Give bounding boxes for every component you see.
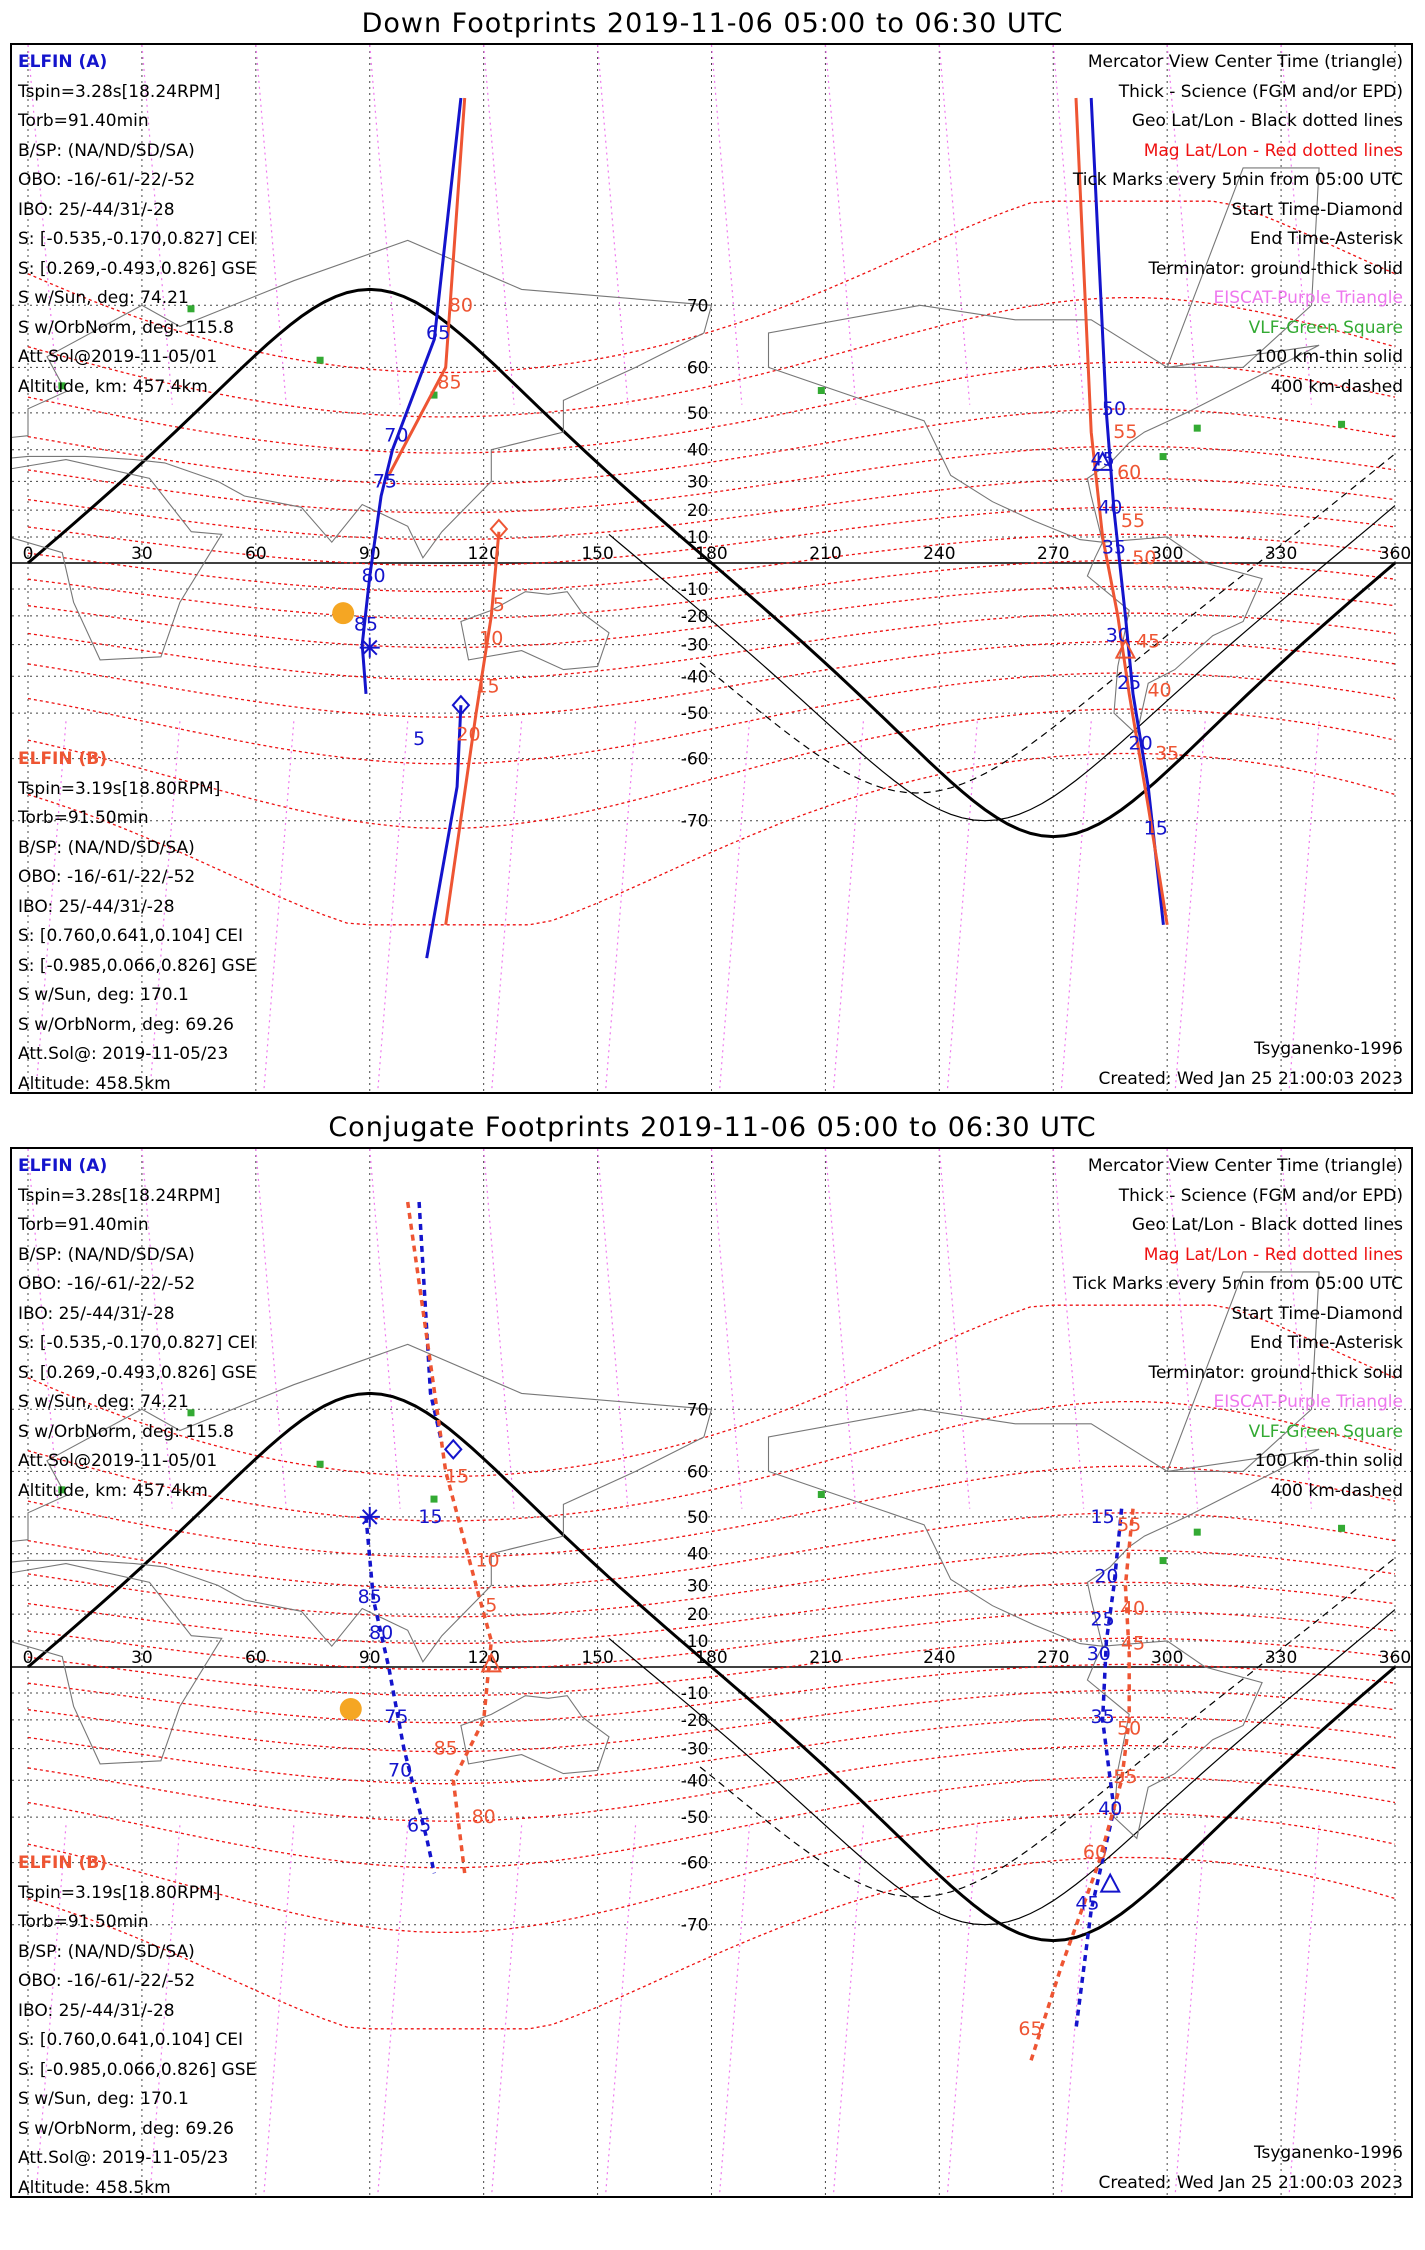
elfin-a-tick-label: 25 — [1117, 672, 1142, 695]
elfin-a-tick-label: 5 — [413, 727, 426, 750]
latitude-label: -10 — [680, 1684, 709, 1705]
elfin-a-conj-tick-label: 80 — [369, 1622, 394, 1645]
elfin-b-conj-tick-label: 10 — [475, 1549, 500, 1572]
elfin-a-conj-tick-label: 70 — [388, 1759, 413, 1782]
vlf-station-marker — [431, 1496, 438, 1503]
elfin-a-conj-tick-label: 15 — [418, 1505, 443, 1528]
longitude-label: 330 — [1264, 1648, 1298, 1668]
elfin-b-conj-tick-label: 80 — [471, 1806, 496, 1829]
footer-right-conj — [1098, 2139, 1403, 2198]
elfin-a-tick-label: 30 — [1105, 624, 1130, 647]
elfin-b-conj-tick-label: 85 — [433, 1737, 458, 1760]
mag-meridian-north — [825, 1149, 855, 1509]
latitude-label: -40 — [680, 1771, 709, 1792]
legend-400km-conj: 400 km-dashed — [1270, 1480, 1403, 1501]
elfin-b-conj-track-west — [408, 1202, 492, 1873]
elfin-a-tick-label: 75 — [372, 470, 398, 493]
sun-icon-conj — [340, 1698, 362, 1720]
legend-geo-grid-conj: Geo Lat/Lon - Black dotted lines — [1131, 1215, 1403, 1235]
elfin-b-s-cei-conj: S: [0.760,0.641,0.104] CEI — [18, 2030, 244, 2050]
elfin-a-s-sun: S w/Sun, deg: 74.21 — [18, 288, 189, 308]
terminator-400km — [700, 454, 1395, 793]
bottom-title: Conjugate Footprints 2019-11-06 05:00 to 06:30 UTC — [328, 1112, 1097, 1143]
elfin-a-s-sun-conj: S w/Sun, deg: 74.21 — [18, 1392, 189, 1412]
elfin-a-s-cei: S: [-0.535,-0.170,0.827] CEI — [18, 229, 256, 249]
latitude-label: 20 — [686, 1605, 709, 1626]
elfin-a-s-cei-conj: S: [-0.535,-0.170,0.827] CEI — [18, 1333, 256, 1353]
longitude-label: 120 — [467, 544, 500, 564]
mag-meridian-south — [947, 721, 977, 1094]
elfin-a-conj-start-diamond — [445, 1440, 461, 1458]
elfin-b-conj-tick-label: 65 — [1018, 2017, 1043, 2040]
mag-meridian-south — [833, 721, 863, 1094]
elfin-a-tick-label: 50 — [1101, 397, 1127, 420]
mag-meridian-south — [1061, 721, 1091, 1094]
longitude-label: 0 — [22, 1648, 34, 1668]
longitude-label: 300 — [1150, 544, 1184, 564]
elfin-a-bsp-conj: B/SP: (NA/ND/SD/SA) — [18, 1244, 195, 1265]
latitude-label: -70 — [680, 811, 709, 832]
model-label: Tsyganenko-1996 — [1253, 1039, 1403, 1059]
elfin-b-name: ELFIN (B) — [18, 749, 108, 769]
vlf-station-marker — [818, 1491, 825, 1498]
longitude-label: 60 — [245, 544, 267, 564]
mag-meridian-north — [370, 45, 400, 405]
legend-center-time-conj: Mercator View Center Time (triangle) — [1087, 1156, 1403, 1176]
sun-icon — [332, 602, 354, 624]
mag-meridian-north — [598, 45, 628, 405]
vlf-station-marker — [317, 357, 324, 364]
latitude-label: 70 — [686, 1400, 709, 1421]
elfin-a-conj-tick-label: 20 — [1094, 1565, 1119, 1588]
latitude-label: -30 — [680, 635, 709, 656]
elfin-b-tick-label: 80 — [448, 294, 473, 317]
longitude-label: 90 — [358, 544, 381, 564]
latitude-label: 50 — [686, 403, 709, 424]
mag-meridian-north — [484, 1149, 514, 1509]
mag-meridian-south — [719, 1825, 749, 2198]
elfin-a-obo-conj: OBO: -16/-61/-22/-52 — [18, 1274, 196, 1294]
elfin-b-info-conj — [18, 1849, 256, 2198]
elfin-b-s-sun-conj: S w/Sun, deg: 170.1 — [18, 2089, 189, 2109]
legend-tick-marks-conj: Tick Marks every 5min from 05:00 UTC — [1072, 1274, 1403, 1294]
latitude-label: -30 — [680, 1739, 709, 1760]
mag-meridian-north — [939, 1149, 969, 1509]
elfin-b-ibo-conj: IBO: 25/-44/31/-28 — [18, 2000, 175, 2021]
elfin-b-tick-label: 85 — [437, 371, 462, 394]
elfin-a-tick-label: 45 — [1090, 448, 1115, 471]
latitude-label: -60 — [680, 1853, 709, 1874]
mag-meridian-north — [598, 1149, 628, 1509]
continent-outline — [12, 460, 222, 660]
elfin-b-name-conj: ELFIN (B) — [18, 1853, 108, 1873]
latitude-label: 60 — [686, 358, 709, 379]
elfin-a-conj-tick-label: 30 — [1086, 1643, 1111, 1666]
vlf-station-marker — [1338, 421, 1345, 428]
latitude-label: 40 — [686, 1544, 709, 1565]
longitude-label: 30 — [131, 544, 153, 564]
continent-outline — [461, 1696, 609, 1774]
elfin-b-torb: Torb=91.50min — [18, 808, 149, 828]
elfin-b-s-orbnorm-conj: S w/OrbNorm, deg: 69.26 — [18, 2118, 235, 2139]
elfin-b-tick-label: 5 — [492, 594, 505, 617]
mag-meridian-south — [263, 721, 293, 1094]
latitude-label: 60 — [686, 1462, 709, 1483]
elfin-b-tick-label: 55 — [1113, 421, 1138, 444]
latitude-label: 10 — [686, 527, 709, 548]
vlf-station-marker — [317, 1461, 324, 1468]
mag-meridian-north — [939, 45, 969, 405]
latitude-label: 70 — [686, 296, 709, 317]
legend-vlf-conj: VLF-Green Square — [1248, 1421, 1403, 1442]
elfin-b-conj-tick-label: 40 — [1120, 1597, 1146, 1620]
elfin-a-altitude-conj: Altitude, km: 457.4km — [18, 1480, 208, 1501]
elfin-a-s-gse: S: [0.269,-0.493,0.826] GSE — [18, 258, 257, 279]
latitude-label: 40 — [686, 440, 709, 461]
mag-meridian-south — [491, 1825, 521, 2198]
elfin-a-end-asterisk — [360, 638, 380, 658]
elfin-a-tick-label: 80 — [361, 564, 386, 587]
legend-center-time: Mercator View Center Time (triangle) — [1087, 52, 1403, 72]
elfin-b-bsp: B/SP: (NA/ND/SD/SA) — [18, 837, 195, 858]
vlf-station-marker — [1338, 1525, 1345, 1532]
elfin-a-tspin-conj: Tspin=3.28s[18.24RPM] — [18, 1185, 221, 1206]
legend-100km-conj: 100 km-thin solid — [1254, 1451, 1403, 1471]
elfin-a-torb: Torb=91.40min — [18, 111, 149, 131]
longitude-label: 180 — [695, 1648, 728, 1668]
elfin-a-conj-tick-label: 45 — [1075, 1892, 1100, 1915]
legend-eiscat-conj: EISCAT-Purple Triangle — [1213, 1392, 1403, 1412]
elfin-a-s-orbnorm: S w/OrbNorm, deg: 115.8 — [18, 317, 235, 338]
latitude-label: -60 — [680, 749, 709, 770]
elfin-b-tick-label: 15 — [475, 675, 500, 698]
elfin-a-conj-tick-label: 40 — [1098, 1798, 1123, 1821]
mag-latitude-line — [28, 1513, 1395, 1589]
down-footprints-panel — [10, 43, 1413, 1094]
latitude-label: -40 — [680, 667, 709, 688]
longitude-label: 300 — [1150, 1648, 1184, 1668]
latitude-label: 20 — [686, 501, 709, 522]
elfin-a-bsp: B/SP: (NA/ND/SD/SA) — [18, 140, 195, 161]
elfin-a-tick-label: 20 — [1128, 732, 1153, 755]
legend-terminator: Terminator: ground-thick solid — [1148, 258, 1403, 279]
elfin-a-name-conj: ELFIN (A) — [18, 1156, 108, 1176]
longitude-label: 120 — [467, 1648, 500, 1668]
elfin-b-conj-tick-label: 15 — [444, 1465, 470, 1488]
latitude-label: -50 — [680, 1808, 709, 1829]
elfin-a-conj-tick-label: 15 — [1090, 1505, 1115, 1528]
longitude-label: 90 — [358, 1648, 381, 1668]
elfin-b-tspin: Tspin=3.19s[18.80RPM] — [18, 778, 221, 799]
mag-latitude-line — [28, 409, 1395, 485]
elfin-b-attsol-conj: Att.Sol@: 2019-11-05/23 — [18, 2148, 229, 2168]
elfin-b-tick-label: 40 — [1147, 679, 1172, 702]
mag-meridian-south — [947, 1825, 977, 2198]
conjugate-footprints-panel — [10, 1147, 1413, 2198]
legend-thick-science: Thick - Science (FGM and/or EPD) — [1118, 81, 1403, 102]
elfin-a-attsol-conj: Att.Sol@2019-11-05/01 — [18, 1451, 218, 1471]
mag-meridian-south — [263, 1825, 293, 2198]
elfin-b-torb-conj: Torb=91.50min — [18, 1912, 149, 1932]
vlf-station-marker — [1160, 453, 1167, 460]
latitude-label: 10 — [686, 1631, 709, 1652]
terminator-400km — [700, 1558, 1395, 1897]
longitude-label: 150 — [581, 544, 614, 564]
legend-mag-grid: Mag Lat/Lon - Red dotted lines — [1143, 140, 1403, 161]
elfin-b-s-gse: S: [-0.985,0.066,0.826] GSE — [18, 955, 257, 976]
elfin-b-bsp-conj: B/SP: (NA/ND/SD/SA) — [18, 1941, 195, 1962]
longitude-label: 270 — [1037, 544, 1070, 564]
legend-geo-grid: Geo Lat/Lon - Black dotted lines — [1131, 111, 1403, 131]
elfin-b-obo: OBO: -16/-61/-22/-52 — [18, 867, 196, 887]
created-label: Created: Wed Jan 25 21:00:03 2023 — [1098, 1068, 1403, 1089]
elfin-b-tick-label: 10 — [479, 627, 504, 650]
elfin-a-conj-track-west-north — [419, 1202, 442, 1443]
elfin-a-conj-tick-label: 85 — [357, 1586, 382, 1609]
elfin-b-s-cei: S: [0.760,0.641,0.104] CEI — [18, 926, 244, 946]
elfin-a-conj-tick-label: 35 — [1090, 1706, 1115, 1729]
elfin-a-altitude: Altitude, km: 457.4km — [18, 376, 208, 397]
legend-terminator-conj: Terminator: ground-thick solid — [1148, 1362, 1403, 1383]
legend-vlf: VLF-Green Square — [1248, 317, 1403, 338]
elfin-a-track-west — [362, 98, 461, 694]
latitude-label: -70 — [680, 1915, 709, 1936]
elfin-a-ibo: IBO: 25/-44/31/-28 — [18, 199, 175, 220]
elfin-b-conj-tick-label: 5 — [485, 1594, 498, 1617]
elfin-a-conj-tick-label: 75 — [384, 1706, 409, 1729]
elfin-b-info — [18, 745, 256, 1094]
mag-meridian-north — [370, 1149, 400, 1509]
latitude-label: -10 — [680, 580, 709, 601]
legend-mag-grid-conj: Mag Lat/Lon - Red dotted lines — [1143, 1244, 1403, 1265]
footer-right — [1098, 1035, 1403, 1094]
mag-meridian-north — [712, 45, 742, 405]
latitude-label: -50 — [680, 704, 709, 725]
mag-meridian-south — [719, 721, 749, 1094]
elfin-b-obo-conj: OBO: -16/-61/-22/-52 — [18, 1971, 196, 1991]
mag-meridian-north — [484, 45, 514, 405]
elfin-b-s-orbnorm: S w/OrbNorm, deg: 69.26 — [18, 1014, 235, 1035]
elfin-b-tick-label: 45 — [1136, 630, 1161, 653]
elfin-b-conj-tick-label: 55 — [1113, 1765, 1138, 1788]
elfin-b-altitude: Altitude: 458.5km — [18, 1073, 171, 1094]
latitude-label: 30 — [686, 1576, 709, 1597]
elfin-a-torb-conj: Torb=91.40min — [18, 1215, 149, 1235]
elfin-a-conj-end-asterisk — [360, 1507, 380, 1527]
elfin-a-info-conj — [18, 1152, 256, 1506]
elfin-a-ibo-conj: IBO: 25/-44/31/-28 — [18, 1303, 175, 1324]
longitude-label: 60 — [245, 1648, 267, 1668]
longitude-label: 240 — [923, 544, 956, 564]
elfin-a-conj-center-triangle — [1101, 1875, 1119, 1892]
longitude-label: 210 — [809, 1648, 842, 1668]
longitude-label: 150 — [581, 1648, 614, 1668]
mag-meridian-south — [833, 1825, 863, 2198]
mag-meridian-north — [825, 45, 855, 405]
longitude-label: 30 — [131, 1648, 153, 1668]
elfin-b-attsol: Att.Sol@: 2019-11-05/23 — [18, 1044, 229, 1064]
legend-tick-marks: Tick Marks every 5min from 05:00 UTC — [1072, 170, 1403, 190]
legend-eiscat: EISCAT-Purple Triangle — [1213, 288, 1403, 308]
elfin-a-obo: OBO: -16/-61/-22/-52 — [18, 170, 196, 190]
elfin-a-tick-label: 85 — [353, 613, 379, 636]
legend-start-time-conj: Start Time-Diamond — [1231, 1303, 1403, 1324]
elfin-a-conj-tick-label: 25 — [1090, 1608, 1115, 1631]
elfin-b-tick-label: 20 — [456, 723, 481, 746]
elfin-a-attsol: Att.Sol@2019-11-05/01 — [18, 347, 218, 367]
legend-start-time: Start Time-Diamond — [1231, 199, 1403, 220]
elfin-a-tick-label: 15 — [1143, 817, 1168, 840]
latitude-label: -20 — [680, 1710, 709, 1731]
legend-thick-science-conj: Thick - Science (FGM and/or EPD) — [1118, 1185, 1403, 1206]
continent-outline — [12, 1564, 222, 1764]
elfin-b-conj-tick-label: 60 — [1082, 1841, 1108, 1864]
elfin-a-tick-label: 35 — [1101, 536, 1127, 559]
legend-end-time: End Time-Asterisk — [1249, 229, 1403, 249]
elfin-a-tick-label: 70 — [384, 424, 409, 447]
mag-meridian-south — [1061, 1825, 1091, 2198]
latitude-label: 30 — [686, 472, 709, 493]
mag-meridian-south — [377, 721, 407, 1094]
created-label-conj: Created: Wed Jan 25 21:00:03 2023 — [1098, 2172, 1403, 2193]
elfin-b-conj-tick-label: 50 — [1117, 1717, 1142, 1740]
vlf-station-marker — [818, 387, 825, 394]
elfin-a-name: ELFIN (A) — [18, 52, 108, 72]
latitude-label: -20 — [680, 606, 709, 627]
elfin-b-tick-label: 55 — [1120, 509, 1146, 532]
elfin-b-tspin-conj: Tspin=3.19s[18.80RPM] — [18, 1882, 221, 1903]
elfin-b-conj-tick-label: 55 — [1117, 1513, 1142, 1536]
elfin-a-conj-tick-label: 65 — [407, 1814, 432, 1837]
legend-400km: 400 km-dashed — [1270, 376, 1403, 397]
top-title: Down Footprints 2019-11-06 05:00 to 06:30 UTC — [361, 8, 1064, 39]
map-legend — [1073, 48, 1403, 402]
longitude-label: 210 — [809, 544, 842, 564]
elfin-a-s-gse-conj: S: [0.269,-0.493,0.826] GSE — [18, 1362, 257, 1383]
elfin-b-tick-label: 60 — [1117, 461, 1142, 484]
longitude-label: 0 — [22, 544, 34, 564]
model-label-conj: Tsyganenko-1996 — [1253, 2143, 1403, 2163]
mag-meridian-south — [605, 721, 635, 1094]
legend-end-time-conj: End Time-Asterisk — [1249, 1333, 1403, 1353]
elfin-a-tick-label: 65 — [426, 322, 451, 345]
elfin-b-conj-tick-label: 45 — [1120, 1632, 1146, 1655]
latitude-label: 50 — [686, 1507, 709, 1528]
mag-meridian-north — [712, 1149, 742, 1509]
elfin-b-s-gse-conj: S: [-0.985,0.066,0.826] GSE — [18, 2059, 257, 2080]
longitude-label: 360 — [1378, 544, 1412, 564]
elfin-b-tick-label: 35 — [1155, 742, 1180, 765]
longitude-label: 180 — [695, 544, 728, 564]
elfin-b-tick-label: 50 — [1132, 546, 1157, 569]
mag-meridian-south — [377, 1825, 407, 2198]
vlf-station-marker — [1194, 1529, 1201, 1536]
vlf-station-marker — [1194, 425, 1201, 432]
longitude-label: 330 — [1264, 544, 1298, 564]
elfin-b-s-sun: S w/Sun, deg: 170.1 — [18, 985, 189, 1005]
mag-meridian-south — [491, 721, 521, 1094]
legend-100km: 100 km-thin solid — [1254, 347, 1403, 367]
vlf-station-marker — [1160, 1557, 1167, 1564]
mag-meridian-south — [605, 1825, 635, 2198]
elfin-b-altitude-conj: Altitude: 458.5km — [18, 2177, 171, 2198]
longitude-label: 360 — [1378, 1648, 1412, 1668]
elfin-a-info — [18, 48, 256, 402]
elfin-a-s-orbnorm-conj: S w/OrbNorm, deg: 115.8 — [18, 1421, 235, 1442]
elfin-a-tick-label: 40 — [1098, 496, 1123, 519]
elfin-a-tspin: Tspin=3.28s[18.24RPM] — [18, 81, 221, 102]
elfin-b-ibo: IBO: 25/-44/31/-28 — [18, 896, 175, 917]
longitude-label: 240 — [923, 1648, 956, 1668]
longitude-label: 270 — [1037, 1648, 1070, 1668]
map-legend-conj — [1073, 1152, 1403, 1506]
